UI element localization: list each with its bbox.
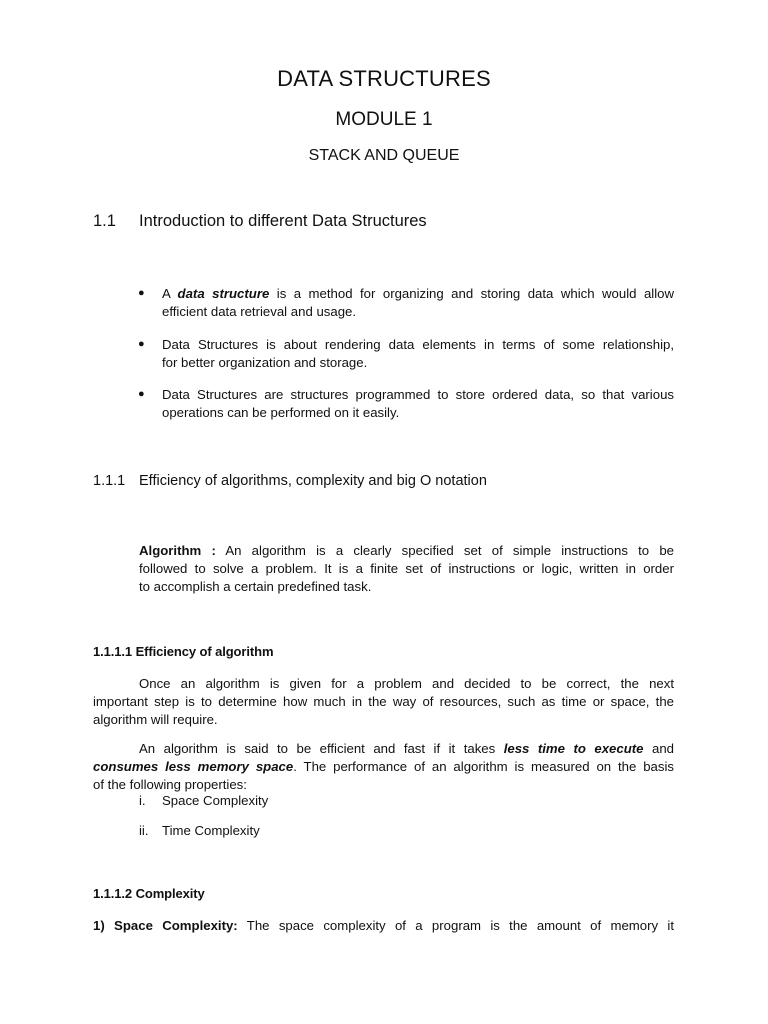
emphasis-text: data structure bbox=[177, 286, 270, 301]
bullet-item bbox=[162, 386, 674, 422]
paragraph-text: . The performance of an algorithm is measured on the basis bbox=[293, 758, 674, 774]
section-title: Introduction to different Data Structures bbox=[139, 212, 427, 230]
bullet-text: A bbox=[162, 286, 178, 301]
section-1-1-1-2-heading: 1.1.1.2 Complexity bbox=[93, 886, 205, 901]
document-title: DATA STRUCTURES bbox=[277, 66, 491, 91]
definition-text: An algorithm is a clearly specified set of simple instructions to be bbox=[215, 543, 675, 558]
bullet-icon: ● bbox=[138, 338, 145, 350]
paragraph-text: important step is to determine how much in the way of resources, such as time or space, the bbox=[93, 693, 674, 709]
efficiency-paragraph bbox=[93, 675, 674, 728]
bullet-text: Data Structures is about rendering data elements in terms of some relationship, bbox=[162, 337, 674, 352]
space-complexity-paragraph bbox=[93, 917, 674, 935]
paragraph-text: Once an algorithm is given for a problem and decided to be correct, the next bbox=[139, 676, 674, 691]
bullet-icon: ● bbox=[138, 287, 145, 299]
list-text: Space Complexity bbox=[162, 793, 269, 808]
section-1-1-1-1-heading: 1.1.1.1 Efficiency of algorithm bbox=[93, 644, 274, 659]
bullet-text: efficient data retrieval and usage. bbox=[162, 303, 357, 319]
definition-text: to accomplish a certain predefined task. bbox=[139, 578, 372, 594]
subject-title: STACK AND QUEUE bbox=[308, 147, 460, 164]
performance-paragraph bbox=[93, 740, 674, 793]
bullet-text: operations can be performed on it easily. bbox=[162, 404, 400, 420]
bullet-text: is a method for organizing and storing data which would allow bbox=[269, 286, 674, 301]
module-title: MODULE 1 bbox=[335, 109, 433, 130]
bullet-text: for better organization and storage. bbox=[162, 354, 368, 370]
algorithm-definition bbox=[139, 542, 674, 595]
list-marker: i. bbox=[139, 793, 146, 808]
bullet-text: Data Structures are structures programmed to store ordered data, so that various bbox=[162, 387, 674, 402]
bullet-icon: ● bbox=[138, 388, 145, 400]
term-label: Algorithm : bbox=[139, 543, 216, 558]
emphasis-text: less time to execute bbox=[503, 741, 644, 756]
list-text: Time Complexity bbox=[162, 823, 260, 838]
emphasis-text: consumes less memory space bbox=[93, 758, 294, 774]
paragraph-text: and bbox=[643, 741, 674, 756]
term-label: 1) Space Complexity: bbox=[93, 918, 238, 933]
paragraph-text: algorithm will require. bbox=[93, 711, 218, 727]
bullet-item bbox=[162, 336, 674, 372]
definition-text: followed to solve a problem. It is a finite set of instructions or logic, written in order bbox=[139, 560, 674, 576]
paragraph-text: of the following properties: bbox=[93, 776, 247, 792]
section-number: 1.1 bbox=[93, 212, 116, 230]
list-marker: ii. bbox=[139, 823, 149, 838]
bullet-item bbox=[162, 285, 674, 321]
section-title: Efficiency of algorithms, complexity and big O notation bbox=[139, 473, 487, 489]
paragraph-text: An algorithm is said to be efficient and fast if it takes bbox=[139, 741, 504, 756]
section-number: 1.1.1 bbox=[93, 473, 126, 489]
paragraph-text: The space complexity of a program is the amount of memory it bbox=[237, 918, 674, 933]
